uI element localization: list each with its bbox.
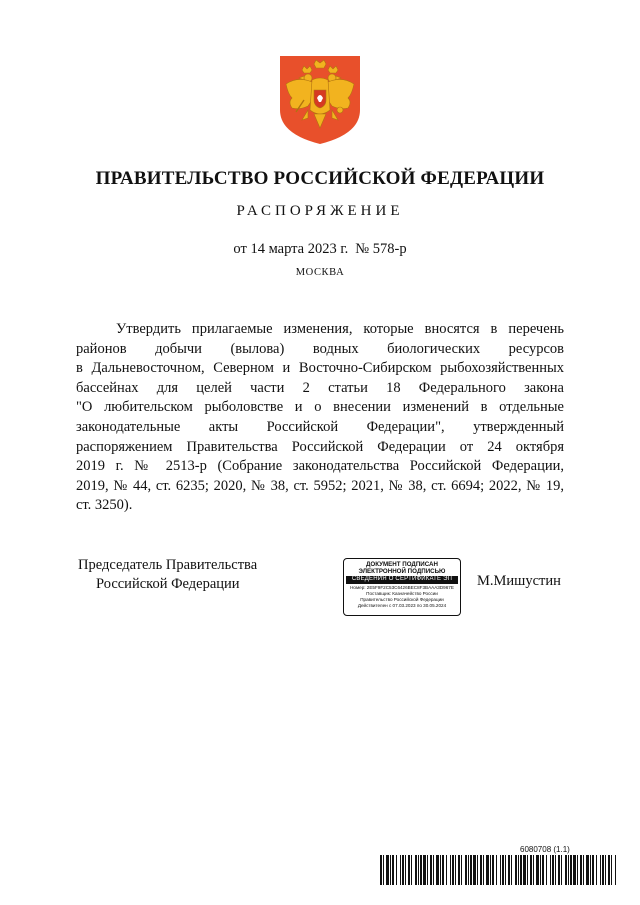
body-line: 2019 г. № 2513-р (Собрание законодательства Российской Федерации,	[76, 458, 564, 475]
body-line: районов добычи (вылова) водных биологических ресурсов	[76, 340, 564, 357]
body-line: ст. 3250).	[76, 497, 133, 514]
stamp-title-line1: ДОКУМЕНТ ПОДПИСАН	[366, 561, 438, 568]
stamp-issuer-line1: Поставщик: Казначейство России	[366, 590, 438, 596]
barcode-icon	[380, 855, 616, 885]
body-line: распоряжением Правительства Российской Федерации от 24 октября	[76, 438, 564, 455]
body-line: 2019, № 44, ст. 6235; 2020, № 38, ст. 5952; 2021, № 38, ст. 6694; 2022, № 19,	[76, 477, 564, 494]
stamp-certificate-bar: СВЕДЕНИЯ О СЕРТИФИКАТЕ ЭП	[346, 576, 458, 584]
document-date: от 14 марта 2023 г.	[233, 241, 349, 257]
document-city: МОСКВА	[295, 267, 345, 278]
order-body	[76, 320, 564, 516]
body-line: в Дальневосточном, Северном и Восточно-Сибирском рыбохозяйственных	[76, 360, 564, 377]
stamp-validity: Действителен с 07.03.2023 по 30.05.2024	[357, 602, 447, 608]
stamp-issuer-line2: Правительство Российской Федерации	[360, 596, 444, 602]
stamp-cert-number: Номер: 2E5F9F2C53C6426BEC8F3BAAA3D967E	[350, 584, 454, 590]
document-number: № 578-р	[355, 241, 407, 257]
signer-position	[78, 556, 257, 594]
signer-position-line1: Председатель Правительства	[78, 557, 258, 573]
government-title: ПРАВИТЕЛЬСТВО РОССИЙСКОЙ ФЕДЕРАЦИИ	[95, 168, 545, 189]
body-line: бассейнах для целей части 2 статьи 18 Федерального закона	[76, 379, 564, 396]
body-line: "О любительском рыболовстве и о внесении изменений в отдельные	[76, 399, 564, 416]
stamp-title-line2: ЭЛЕКТРОННОЙ ПОДПИСЬЮ	[358, 567, 446, 575]
signer-position-line2: Российской Федерации	[96, 576, 240, 592]
signer-name: М.Мишустин	[477, 573, 561, 589]
body-line: Утвердить прилагаемые изменения, которые вносятся в перечень	[116, 321, 564, 337]
document-date-number	[0, 241, 640, 258]
barcode-number: 6080708 (1.1)	[520, 845, 570, 854]
body-line: законодательные акты Российской Федерации", утвержденный	[76, 418, 564, 435]
document-type: РАСПОРЯЖЕНИЕ	[236, 203, 404, 219]
coat-of-arms-icon	[278, 54, 362, 146]
electronic-signature-stamp	[343, 558, 461, 616]
